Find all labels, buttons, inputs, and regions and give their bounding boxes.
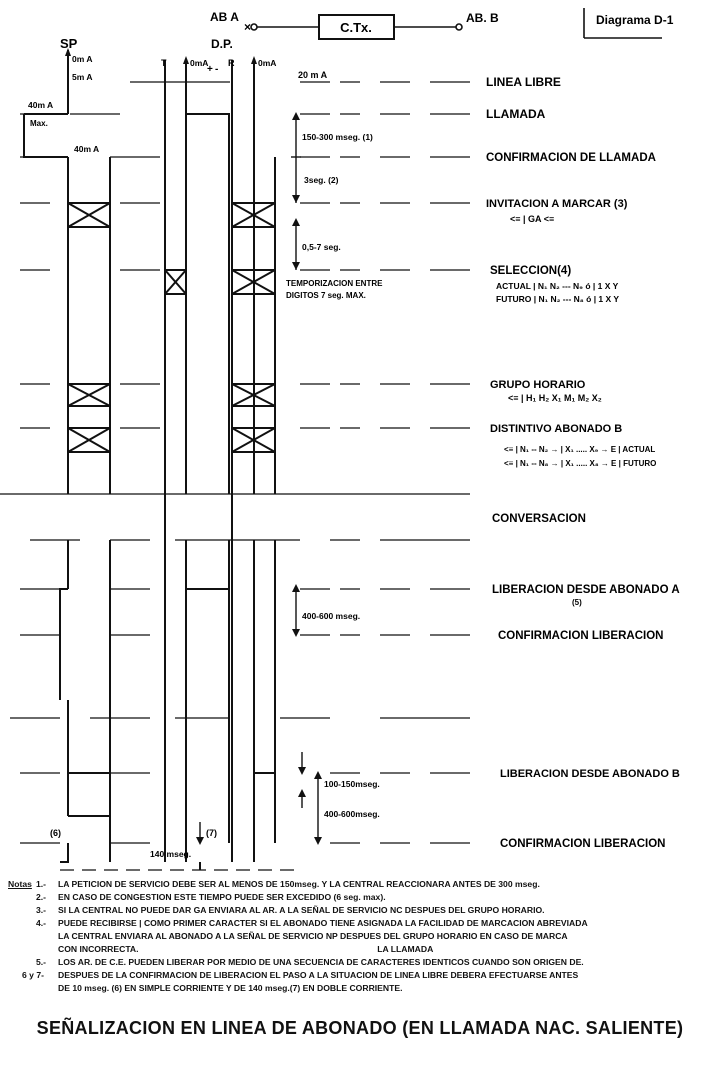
dp-zero-ma-2: 0mA — [258, 58, 277, 68]
note-3: 3.- SI LA CENTRAL NO PUEDE DAR GA ENVIARA AL AR. A LA SEÑAL DE SERVICIO NC DESPUES DEL GRUPO HORARIO. — [36, 905, 545, 915]
timing-150-300: 150-300 mseg. (1) — [302, 132, 373, 142]
t-label: T — [161, 58, 167, 68]
timing-3seg: 3seg. (2) — [304, 175, 339, 185]
state-liberacion-a: LIBERACION DESDE ABONADO A — [492, 584, 680, 596]
state-conversacion: CONVERSACION — [492, 513, 586, 525]
timing-140: 140 mseg. — [150, 849, 192, 859]
page-title: SEÑALIZACION EN LINEA DE ABONADO (EN LLAMADA NAC. SALIENTE) — [36, 1018, 684, 1038]
twenty-ma: 20 m A — [298, 70, 328, 80]
timing-100-150: 100-150mseg. — [324, 779, 380, 789]
dp-zero-ma-1: 0mA — [190, 58, 209, 68]
timing-400-600-a: 400-600 mseg. — [302, 611, 361, 621]
timing-05-7: 0,5-7 seg. — [302, 242, 341, 252]
note-1: 1.- LA PETICION DE SERVICIO DEBE SER AL MENOS DE 150mseg. Y LA CENTRAL REACCIONARA ANTES DE 300 mseg. — [36, 879, 540, 889]
notes-title: Notas — [8, 879, 32, 889]
invitacion-code: <≡ | GA <≡ — [510, 214, 555, 224]
plus-label: + — [207, 64, 213, 75]
sp-five-ma: 5m A — [72, 72, 93, 82]
note-6-7: 6 y 7- DESPUES DE LA CONFIRMACION DE LIBERACION EL PASO A LA SITUACION DE LINEA LIBRE DEBERA EFECTUARSE ANTES — [22, 970, 579, 980]
cross-mark-icon: × — [244, 20, 252, 34]
state-confirmacion-liberacion-2: CONFIRMACION LIBERACION — [500, 838, 666, 850]
seleccion-futuro: FUTURO | N₁ N₂ --- N₈ ó | 1 X Y — [496, 294, 620, 304]
state-seleccion: SELECCION(4) — [490, 265, 572, 277]
mark-7: (7) — [206, 828, 217, 838]
note-4-cont-2: CON INCORRECTA. LA LLAMADA — [58, 944, 434, 954]
diagram-id: Diagrama D-1 — [596, 13, 674, 27]
note-2: 2.- EN CASO DE CONGESTION ESTE TIEMPO PUEDE SER EXCEDIDO (6 seg. max). — [36, 892, 386, 902]
state-confirmacion-llamada: CONFIRMACION DE LLAMADA — [486, 152, 656, 164]
timing-400-600-b: 400-600mseg. — [324, 809, 380, 819]
ab-b-label: AB. B — [466, 11, 499, 25]
liberacion-a-note: (5) — [572, 598, 582, 607]
minus-label: - — [215, 64, 219, 75]
sp-label: SP — [60, 36, 78, 51]
max-label: Max. — [30, 119, 48, 128]
sp-zero-ma: 0m A — [72, 54, 93, 64]
state-llamada: LLAMADA — [486, 107, 546, 121]
state-confirmacion-liberacion-1: CONFIRMACION LIBERACION — [498, 630, 664, 642]
note-4-cont-1: LA CENTRAL ENVIARA AL ABONADO A LA SEÑAL DE SERVICIO NP DESPUES DEL GRUPO HORARIO EN CASO DE MARCA — [58, 931, 568, 941]
ab-a-label: AB A — [210, 10, 239, 24]
note-5: 5.- LOS AR. DE C.E. PUEDEN LIBERAR POR MEDIO DE UNA SECUENCIA DE CARACTERES IDENTICOS CUANDO SON ORIGEN DE. — [36, 957, 584, 967]
mark-6: (6) — [50, 828, 61, 838]
state-linea-libre: LINEA LIBRE — [486, 75, 561, 89]
note-4: 4.- PUEDE RECIBIRSE | COMO PRIMER CARACTER SI EL ABONADO TIENE ASIGNADA LA FACILIDAD DE MARCACION ABREVIADA — [36, 918, 588, 928]
note-6-7-cont: DE 10 mseg. (6) EN SIMPLE CORRIENTE Y DE 140 mseg.(7) EN DOBLE CORRIENTE. — [58, 983, 403, 993]
temporizacion-line-2: DIGITOS 7 seg. MAX. — [286, 291, 366, 300]
forty-ma-2: 40m A — [74, 144, 100, 154]
state-grupo-horario: GRUPO HORARIO — [490, 379, 586, 391]
state-invitacion: INVITACION A MARCAR (3) — [486, 198, 628, 210]
r-label: R — [228, 58, 235, 68]
distintivo-actual: <≡ | N₁ -- N₂ → | X₁ ..... X₉ → E | ACTUAL — [504, 445, 656, 454]
seleccion-actual: ACTUAL | N₁ N₂ --- N₉ ó | 1 X Y — [496, 281, 619, 291]
temporizacion-line-1: TEMPORIZACION ENTRE — [286, 279, 383, 288]
grupo-horario-code: <≡ | H₁ H₂ X₁ M₁ M₂ X₂ — [508, 393, 602, 403]
forty-ma-1: 40m A — [28, 100, 54, 110]
ctx-label: C.Tx. — [340, 20, 372, 35]
distintivo-futuro: <≡ | N₁ -- N₈ → | X₁ ..... X₈ → E | FUTURO — [504, 459, 657, 468]
dp-label: D.P. — [211, 37, 233, 51]
state-distintivo: DISTINTIVO ABONADO B — [490, 423, 623, 435]
state-liberacion-b: LIBERACION DESDE ABONADO B — [500, 768, 680, 780]
